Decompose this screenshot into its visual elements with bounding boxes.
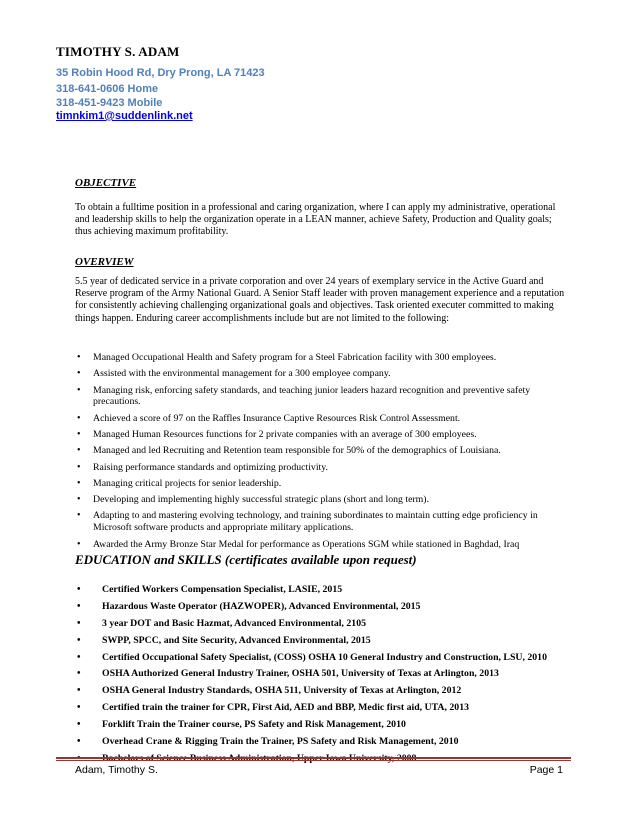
bullet-icon: • bbox=[77, 668, 81, 680]
bullet-icon: • bbox=[77, 352, 81, 363]
list-item-text: Managed Human Resources functions for 2 private companies with an average of 300 employees. bbox=[93, 428, 477, 440]
list-item bbox=[75, 352, 570, 364]
overview-text: 5.5 year of dedicated service in a private corporation and over 24 years of exemplary service in the Active Guard and Reserve program of the Army National Guard. A Senior Staff leader with proven management experience and a reputation for consistently achieving challenging organizational goals and objectives. Task oriented executer committed to making things happen. Enduring career accomplishments include but are not limited to the following: bbox=[75, 276, 565, 324]
bullet-icon: • bbox=[77, 538, 81, 550]
bullet-icon: • bbox=[77, 384, 81, 396]
bullet-icon: • bbox=[77, 584, 81, 595]
bullet-icon: • bbox=[77, 719, 81, 731]
list-item-text: Certified train the trainer for CPR, First Aid, AED and BBP, Medic first aid, UTA, 2013 bbox=[102, 702, 469, 714]
list-item bbox=[75, 385, 570, 409]
list-item bbox=[75, 702, 570, 714]
candidate-name: TIMOTHY S. ADAM bbox=[56, 44, 180, 59]
bullet-icon: • bbox=[77, 600, 81, 612]
list-item bbox=[75, 413, 570, 425]
list-item bbox=[75, 368, 570, 380]
bullet-icon: • bbox=[77, 461, 81, 473]
list-item-text: Overhead Crane & Rigging Train the Trainer, PS Safety and Risk Management, 2010 bbox=[102, 736, 459, 748]
list-item bbox=[75, 539, 570, 551]
bullet-icon: • bbox=[77, 617, 81, 629]
footer-author: Adam, Timothy S. bbox=[75, 764, 158, 776]
list-item-text: Awarded the Army Bronze Star Medal for performance as Operations SGM while stationed in Baghdad, Iraq bbox=[93, 538, 520, 550]
footer-page-number: Page 1 bbox=[529, 764, 563, 776]
list-item-text: Achieved a score of 97 on the Raffles Insurance Captive Resources Risk Control Assessment. bbox=[93, 412, 461, 424]
list-item-text: SWPP, SPCC, and Site Security, Advanced Environmental, 2015 bbox=[102, 634, 371, 646]
footer-divider bbox=[56, 757, 571, 759]
bullet-icon: • bbox=[77, 445, 81, 457]
list-item bbox=[75, 445, 570, 457]
list-item bbox=[75, 668, 570, 680]
list-item bbox=[75, 618, 570, 630]
list-item-text: Certified Workers Compensation Specialist, LASIE, 2015 bbox=[102, 584, 343, 595]
bullet-icon: • bbox=[77, 685, 81, 697]
bullet-icon: • bbox=[77, 510, 81, 522]
list-item-text: Adapting to and mastering evolving technology, and training subordinates to maintain cutting edge proficiency in Microsoft software products and appropriate military applications. bbox=[93, 510, 538, 534]
bullet-icon: • bbox=[77, 494, 81, 506]
list-item bbox=[75, 584, 570, 596]
bullet-icon: • bbox=[77, 477, 81, 489]
list-item-text: OSHA Authorized General Industry Trainer, OSHA 501, University of Texas at Arlington, 2013 bbox=[102, 668, 499, 680]
list-item bbox=[75, 685, 570, 697]
overview-heading: OVERVIEW bbox=[75, 256, 134, 268]
list-item bbox=[75, 601, 570, 613]
mobile-phone: 318-451-9423 Mobile bbox=[56, 97, 163, 109]
list-item bbox=[75, 478, 570, 490]
bullet-icon: • bbox=[77, 428, 81, 440]
list-item bbox=[75, 635, 570, 647]
list-item bbox=[75, 510, 570, 534]
list-item bbox=[75, 462, 570, 474]
list-item-text: Developing and implementing highly successful strategic plans (short and long term). bbox=[93, 494, 430, 506]
objective-heading: OBJECTIVE bbox=[75, 177, 137, 189]
education-list bbox=[75, 584, 570, 770]
list-item-text: Raising performance standards and optimizing productivity. bbox=[93, 461, 328, 473]
education-heading: EDUCATION and SKILLS (certificates available upon request) bbox=[75, 552, 417, 567]
list-item-text: Assisted with the environmental management for a 300 employee company. bbox=[93, 368, 391, 380]
objective-text: To obtain a fulltime position in a professional and caring organization, where I can apply my administrative, operational and leadership skills to help the organization operate in a LEAN manner, achieve Safety, Production and Quality goals; thus achieving maximum profitability. bbox=[75, 202, 556, 238]
list-item-text: Managed Occupational Health and Safety program for a Steel Fabrication facility with 300 employees. bbox=[93, 352, 497, 363]
list-item-text: Certified Occupational Safety Specialist, (COSS) OSHA 10 General Industry and Construction, LSU, 2010 bbox=[102, 651, 547, 663]
list-item-text: Managing risk, enforcing safety standards, and teaching junior leaders hazard recognition and preventive safety precautions. bbox=[93, 384, 531, 408]
bullet-icon: • bbox=[77, 412, 81, 424]
list-item bbox=[75, 719, 570, 731]
home-phone: 318-641-0606 Home bbox=[56, 83, 159, 95]
bullet-icon: • bbox=[77, 651, 81, 663]
list-item-text: Hazardous Waste Operator (HAZWOPER), Advanced Environmental, 2015 bbox=[102, 600, 421, 612]
list-item-text: Forklift Train the Trainer course, PS Safety and Risk Management, 2010 bbox=[102, 719, 406, 731]
list-item-text: Managed and led Recruiting and Retention team responsible for 50% of the demographics of Louisiana. bbox=[93, 445, 501, 457]
bullet-icon: • bbox=[77, 634, 81, 646]
list-item-text: Managing critical projects for senior leadership. bbox=[93, 477, 282, 489]
list-item-text: OSHA General Industry Standards, OSHA 511, University of Texas at Arlington, 2012 bbox=[102, 685, 462, 697]
email-link[interactable]: timnkim1@suddenlink.net bbox=[56, 110, 193, 122]
list-item-text: 3 year DOT and Basic Hazmat, Advanced Environmental, 2105 bbox=[102, 617, 366, 629]
list-item bbox=[75, 429, 570, 441]
list-item bbox=[75, 652, 570, 664]
bullet-icon: • bbox=[77, 736, 81, 748]
bullet-icon: • bbox=[77, 702, 81, 714]
list-item bbox=[75, 736, 570, 748]
list-item bbox=[75, 494, 570, 506]
address: 35 Robin Hood Rd, Dry Prong, LA 71423 bbox=[56, 67, 265, 79]
bullet-icon: • bbox=[77, 368, 81, 380]
overview-bullet-list bbox=[75, 352, 570, 555]
footer-divider-thin bbox=[56, 760, 571, 761]
